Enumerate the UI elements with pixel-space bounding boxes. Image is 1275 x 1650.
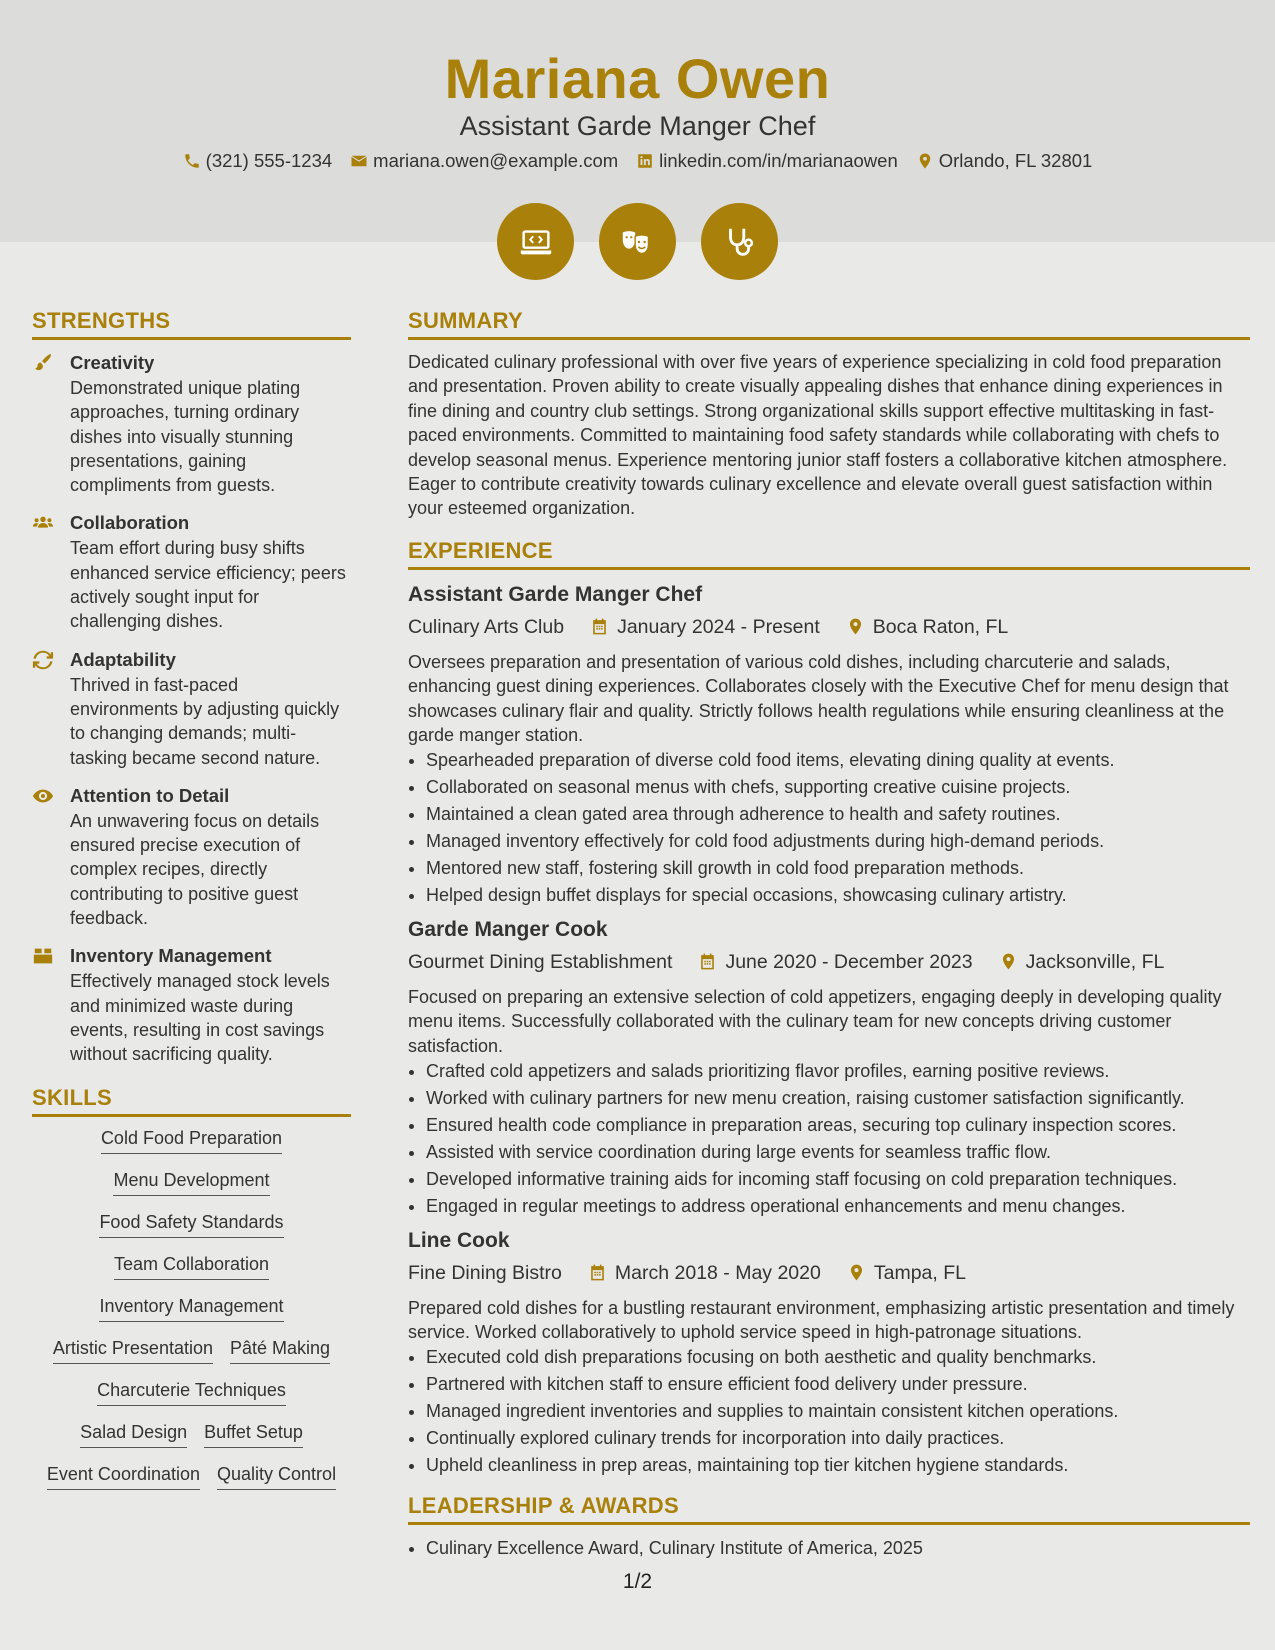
job-title: Garde Manger Cook (408, 917, 608, 941)
job-bullets (408, 1344, 1250, 1479)
interest-circle-2 (599, 203, 676, 280)
job-company: Culinary Arts Club (408, 615, 565, 638)
skills-list (32, 1127, 351, 1490)
job-bullet: • Managed ingredient inventories and supplies to maintain consistent kitchen operations. (426, 1398, 1250, 1425)
job-meta (408, 610, 1250, 644)
map-marker-icon (999, 952, 1018, 971)
strength-item (32, 350, 351, 497)
envelope-icon (350, 152, 368, 170)
skill-tag: Team Collaboration (114, 1253, 269, 1280)
phone-text: (321) 555-1234 (205, 150, 333, 171)
strength-description: Team effort during busy shifts enhanced service efficiency; peers actively sought input for challenging dishes. (70, 538, 346, 632)
award-item: • Culinary Excellence Award, Culinary Institute of America, 2025 (426, 1535, 1250, 1562)
job-bullet: • Spearheaded preparation of diverse cold food items, elevating dining quality at events. (426, 747, 1250, 774)
job-entry (408, 1226, 1250, 1479)
job-bullet: • Continually explored culinary trends for incorporation into daily practices. (426, 1425, 1250, 1452)
summary-text: Dedicated culinary professional with over five years of experience specializing in cold food preparation and presentation. Proven ability to create visually appealing dishes that enhance dining experiences in fine dining and country club settings. Strong organizational skills support effective multitasking in fast-paced environments. Committed to maintaining food safety standards while collaborating with chefs to develop seasonal menus. Experience mentoring junior staff fosters a collaborative kitchen atmosphere. Eager to contribute creativity towards culinary excellence and elevate overall guest satisfaction within your esteemed organization. (408, 352, 1228, 519)
strength-description: Thrived in fast-paced environments by adjusting quickly to changing demands; multi-tasking became second nature. (70, 674, 340, 768)
linkedin-icon (636, 152, 654, 170)
job-dates: June 2020 - December 2023 (725, 950, 973, 973)
job-title: Line Cook (408, 1228, 510, 1252)
users-icon (32, 512, 54, 534)
candidate-name: Mariana Owen (444, 47, 831, 110)
sync-icon (32, 649, 54, 671)
job-description: Oversees preparation and presentation of various cold dishes, including charcuterie and salads, enhancing guest dining experiences. Collaborates closely with the Executive Chef for menu design that showcases culinary flair and quality. Strictly follows health regulations while ensuring cleanliness at the garde manger station. (408, 651, 1229, 746)
leadership-heading: LEADERSHIP & AWARDS (408, 1493, 1250, 1525)
strength-title: Attention to Detail (70, 784, 230, 806)
contact-bar (0, 150, 1275, 172)
job-dates: March 2018 - May 2020 (614, 1261, 821, 1284)
page-number: 1/2 (622, 1570, 653, 1593)
job-bullets (408, 1058, 1250, 1219)
skill-tag: Buffet Setup (204, 1421, 303, 1448)
job-description: Prepared cold dishes for a bustling restaurant environment, emphasizing artistic presentation and timely service. Worked collaboratively to uphold service speed in high-patronage situations. (408, 1297, 1235, 1342)
skill-tag: Charcuterie Techniques (97, 1379, 286, 1406)
job-bullet: • Maintained a clean gated area through adherence to health and safety routines. (426, 801, 1250, 828)
eye-icon (32, 785, 54, 807)
job-meta (408, 945, 1250, 979)
strength-title: Adaptability (70, 648, 176, 670)
linkedin-text: linkedin.com/in/marianaowen (659, 150, 898, 171)
job-bullet: • Helped design buffet displays for special occasions, showcasing culinary artistry. (426, 882, 1250, 909)
paintbrush-icon (32, 352, 54, 374)
skill-tag: Inventory Management (99, 1295, 283, 1322)
calendar-icon (698, 952, 717, 971)
job-bullet: • Engaged in regular meetings to address operational enhancements and menu changes. (426, 1193, 1250, 1220)
calendar-icon (588, 1263, 607, 1282)
job-meta (408, 1256, 1250, 1290)
job-bullet: • Worked with culinary partners for new menu creation, raising customer satisfaction significantly. (426, 1085, 1250, 1112)
skill-tag: Cold Food Preparation (101, 1127, 282, 1154)
job-description: Focused on preparing an extensive selection of cold appetizers, engaging deeply in developing quality menu items. Successfully collaborated with the culinary team for new concepts driving customer satisfaction. (408, 986, 1222, 1056)
strength-item (32, 510, 351, 633)
job-bullet: • Partnered with kitchen staff to ensure efficient food delivery under pressure. (426, 1371, 1250, 1398)
experience-heading: EXPERIENCE (408, 538, 1250, 570)
job-bullet: • Upheld cleanliness in prep areas, maintaining top tier kitchen hygiene standards. (426, 1452, 1250, 1479)
job-bullet: • Executed cold dish preparations focusing on both aesthetic and quality benchmarks. (426, 1344, 1250, 1371)
contact-phone[interactable] (183, 150, 333, 172)
job-bullet: • Assisted with service coordination during large events for seamless traffic flow. (426, 1139, 1250, 1166)
candidate-title: Assistant Garde Manger Chef (459, 111, 816, 141)
interest-icons (0, 203, 1275, 280)
strength-title: Inventory Management (70, 945, 272, 967)
strength-title: Collaboration (70, 512, 190, 534)
job-title: Assistant Garde Manger Chef (408, 582, 703, 606)
awards-list (408, 1535, 1250, 1562)
box-icon (32, 945, 54, 967)
map-marker-icon (846, 617, 865, 636)
job-bullet: • Collaborated on seasonal menus with chefs, supporting creative cuisine projects. (426, 774, 1250, 801)
job-dates: January 2024 - Present (617, 615, 820, 638)
job-entry (408, 915, 1250, 1220)
contact-linkedin[interactable] (636, 150, 898, 172)
job-company: Gourmet Dining Establishment (408, 950, 673, 973)
skill-tag: Artistic Presentation (53, 1337, 213, 1364)
skill-tag: Quality Control (217, 1463, 336, 1490)
strength-item (32, 783, 351, 930)
laptop-code-icon (517, 223, 555, 261)
skill-tag: Food Safety Standards (99, 1211, 283, 1238)
email-text: mariana.owen@example.com (373, 150, 619, 171)
summary-heading: SUMMARY (408, 308, 1250, 340)
left-column (32, 308, 351, 1505)
contact-location (916, 150, 1093, 172)
job-bullet: • Mentored new staff, fostering skill growth in cold food preparation methods. (426, 855, 1250, 882)
skill-tag: Menu Development (113, 1169, 269, 1196)
strength-title: Creativity (70, 352, 155, 373)
theater-masks-icon (619, 223, 657, 261)
skills-heading: SKILLS (32, 1085, 351, 1117)
job-bullet: • Crafted cold appetizers and salads prioritizing flavor profiles, earning positive reviews. (426, 1058, 1250, 1085)
interest-circle-3 (701, 203, 778, 280)
skill-tag: Salad Design (80, 1421, 187, 1448)
strengths-heading: STRENGTHS (32, 308, 351, 340)
job-bullet: • Managed inventory effectively for cold food adjustments during high-demand periods. (426, 828, 1250, 855)
strength-description: An unwavering focus on details ensured precise execution of complex recipes, directly contributing to positive guest feedback. (70, 810, 320, 929)
job-company: Fine Dining Bistro (408, 1261, 562, 1284)
right-column (408, 308, 1250, 1562)
job-bullets (408, 747, 1250, 908)
job-bullet: • Developed informative training aids for incoming staff focusing on cold preparation techniques. (426, 1166, 1250, 1193)
stethoscope-icon (721, 223, 759, 261)
skill-tag: Pâté Making (230, 1337, 330, 1364)
map-marker-icon (916, 152, 934, 170)
map-marker-icon (847, 1263, 866, 1282)
calendar-icon (590, 617, 609, 636)
job-location: Boca Raton, FL (872, 615, 1009, 638)
interest-circle-1 (497, 203, 574, 280)
strength-description: Effectively managed stock levels and minimized waste during events, resulting in cost savings without sacrificing quality. (70, 971, 330, 1065)
job-location: Tampa, FL (873, 1261, 966, 1284)
strength-item (32, 943, 351, 1066)
job-entry (408, 580, 1250, 909)
job-location: Jacksonville, FL (1025, 950, 1165, 973)
strength-description: Demonstrated unique plating approaches, turning ordinary dishes into visually stunning presentations, gaining compliments from guests. (70, 378, 301, 496)
contact-email[interactable] (350, 150, 618, 172)
location-text: Orlando, FL 32801 (938, 150, 1093, 171)
strength-item (32, 647, 351, 770)
job-bullet: • Ensured health code compliance in preparation areas, securing top culinary inspection scores. (426, 1112, 1250, 1139)
phone-icon (183, 152, 201, 170)
skill-tag: Event Coordination (47, 1463, 200, 1490)
